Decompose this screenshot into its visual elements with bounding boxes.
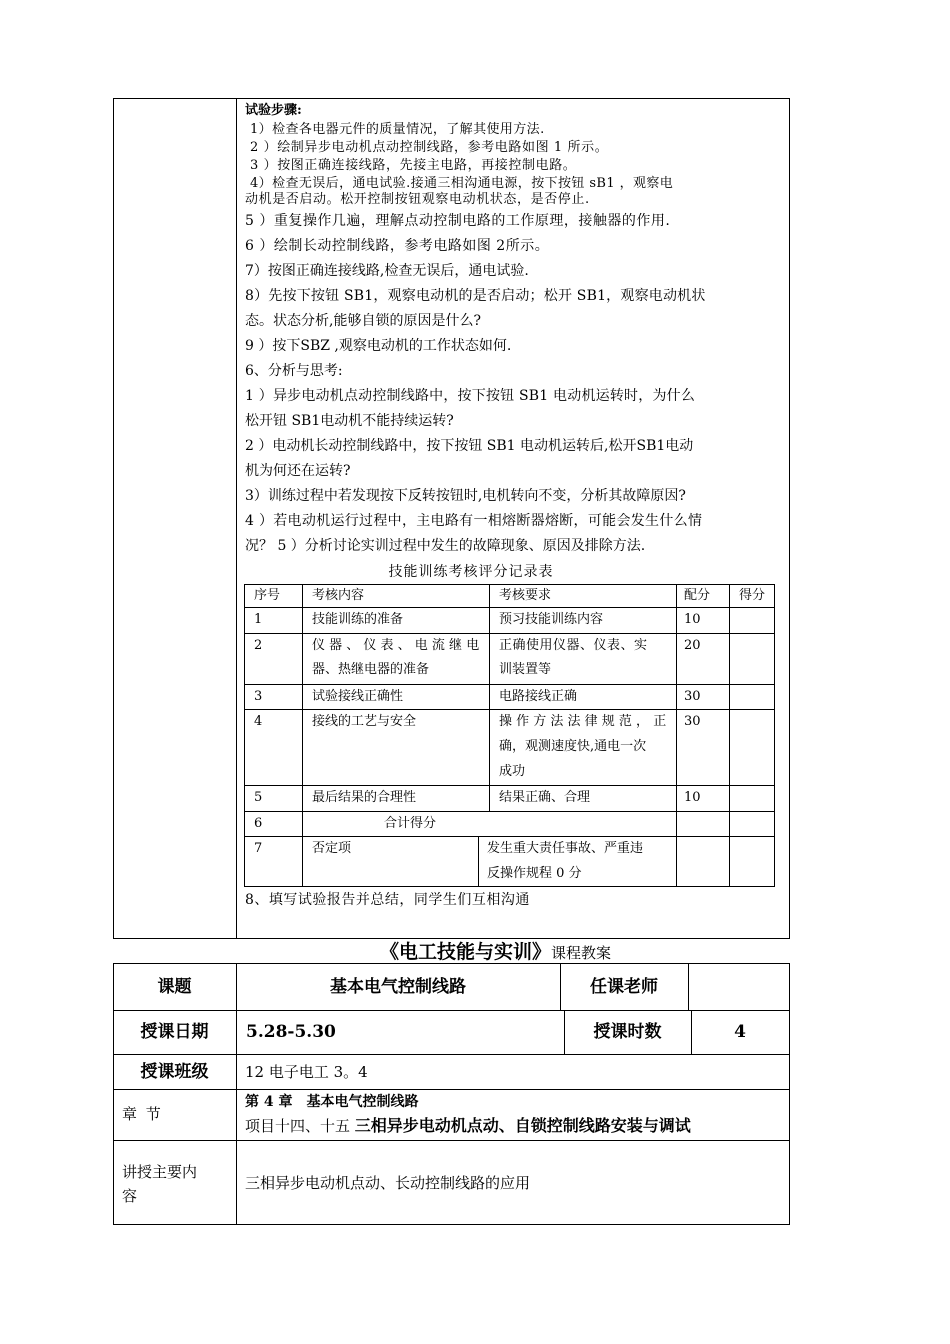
lp-date-value: 5.28-5.30 bbox=[246, 1022, 336, 1042]
top-block-border-divider bbox=[236, 98, 237, 939]
step-line: 4）检查无误后，通电试验.接通三相沟通电源，按下按钮 sB1 ，观察电 bbox=[250, 176, 674, 191]
lp-chapter-line2-prefix: 项目十四、十五 bbox=[245, 1117, 355, 1135]
lesson-plan-title-main: 《电工技能与实训》 bbox=[380, 941, 552, 963]
step-line: 6 ）绘制长动控制线路，参考电路如图 2所示。 bbox=[245, 238, 550, 254]
lp-chapter-line2-bold: 三相异步电动机点动、自锁控制线路安装与调试 bbox=[354, 1116, 691, 1135]
lp-border-right bbox=[789, 963, 790, 1225]
lp-border-left bbox=[113, 963, 114, 1225]
score-row-req: 预习技能训练内容 bbox=[499, 612, 604, 627]
step-line: 2 ）电动机长动控制线路中，按下按钮 SB1 电动机运转后,松开SB1电动 bbox=[245, 438, 694, 454]
score-row-no: 4 bbox=[254, 714, 263, 729]
score-row-content: 否定项 bbox=[312, 841, 352, 856]
score-row-content: 接线的工艺与安全 bbox=[312, 714, 417, 729]
score-row-req: 电路接线正确 bbox=[499, 689, 578, 704]
lp-date-label: 授课日期 bbox=[140, 1022, 209, 1042]
score-header-content: 考核内容 bbox=[312, 588, 365, 603]
score-row-no: 3 bbox=[254, 689, 263, 704]
step-line: 3）训练过程中若发现按下反转按钮时,电机转向不变，分析其故障原因? bbox=[245, 488, 686, 504]
score-row-no: 5 bbox=[254, 790, 263, 805]
score-row-content: 仪 器 、 仪 表 、 电 流 继 电 bbox=[312, 638, 480, 653]
closing-line: 8、填写试验报告并总结，同学生们互相沟通 bbox=[245, 892, 530, 908]
score-row-no: 7 bbox=[254, 841, 263, 856]
steps-heading: 试验步骤: bbox=[245, 103, 302, 118]
score-row-content: 最后结果的合理性 bbox=[312, 790, 417, 805]
score-table-right bbox=[774, 584, 775, 887]
lp-border-bottom bbox=[113, 1224, 790, 1225]
step-line: 况？ 5 ）分析讨论实训过程中发生的故障现象、原因及排除方法. bbox=[245, 538, 646, 554]
score-header-req: 考核要求 bbox=[499, 588, 552, 603]
lp-row-line bbox=[113, 1089, 790, 1090]
lp-content-value: 三相异步电动机点动、长动控制线路的应用 bbox=[245, 1174, 531, 1192]
lp-hours-label: 授课时数 bbox=[593, 1022, 662, 1042]
lesson-plan-title-suffix: 课程教案 bbox=[551, 944, 612, 962]
score-row-req: 发生重大责任事故、严重违 bbox=[487, 841, 644, 856]
lp-class-value: 12 电子电工 3。4 bbox=[245, 1063, 368, 1081]
step-line: 松开钮 SB1电动机不能持续运转? bbox=[245, 413, 454, 429]
score-col-line bbox=[478, 836, 479, 887]
step-line: 9 ）按下SBZ ,观察电动机的工作状态如何. bbox=[245, 338, 512, 354]
lp-row-line bbox=[113, 1054, 790, 1055]
score-row-req: 成功 bbox=[499, 764, 526, 779]
score-table-title: 技能训练考核评分记录表 bbox=[388, 564, 554, 580]
score-col-line bbox=[302, 584, 303, 887]
score-row-no: 1 bbox=[254, 612, 263, 627]
step-line: 动机是否启动。松开控制按钮观察电动机状态，是否停止. bbox=[245, 192, 590, 207]
score-header-no: 序号 bbox=[254, 588, 281, 603]
step-line: 机为何还在运转? bbox=[245, 463, 351, 479]
step-line: 5 ）重复操作几遍，理解点动控制电路的工作原理，接触器的作用. bbox=[245, 213, 671, 229]
score-row-req: 结果正确、合理 bbox=[499, 790, 591, 805]
step-line: 1 ）异步电动机点动控制线路中，按下按钮 SB1 电动机运转时，为什么 bbox=[245, 388, 696, 404]
score-row-score: 30 bbox=[684, 714, 701, 729]
score-col-line bbox=[729, 584, 730, 887]
lp-content-label-cont: 容 bbox=[122, 1187, 138, 1205]
step-line: 4 ）若电动机运行过程中，主电路有一相熔断器熔断，可能会发生什么情 bbox=[245, 513, 703, 529]
score-row-score: 20 bbox=[684, 638, 701, 653]
step-line: 7）按图正确连接线路,检查无误后，通电试验. bbox=[245, 263, 529, 279]
lp-teacher-label: 任课老师 bbox=[590, 977, 658, 997]
score-col-line bbox=[489, 584, 490, 811]
top-block-border-left bbox=[113, 98, 114, 939]
score-header-score: 配分 bbox=[684, 588, 711, 603]
score-row-no: 6 bbox=[254, 816, 263, 831]
score-row-content: 器、热继电器的准备 bbox=[312, 662, 430, 677]
lp-col-line bbox=[688, 963, 689, 1011]
step-line: 态。状态分析,能够自锁的原因是什么? bbox=[245, 313, 481, 329]
score-table-left bbox=[244, 584, 245, 887]
score-row-req: 操 作 方 法 法 律 规 范 ， 正 bbox=[499, 714, 667, 729]
score-row-content: 技能训练的准备 bbox=[312, 612, 404, 627]
score-header-got: 得分 bbox=[739, 588, 766, 603]
score-table-bottom bbox=[244, 886, 775, 887]
lp-chapter-line2 bbox=[245, 1115, 691, 1137]
lp-chapter-line1: 第 4 章 基本电气控制线路 bbox=[245, 1094, 419, 1110]
step-line: 1）检查各电器元件的质量情况，了解其使用方法. bbox=[250, 122, 545, 137]
score-row-no: 2 bbox=[254, 638, 263, 653]
score-total-label: 合计得分 bbox=[384, 816, 437, 831]
step-line: 8）先按下按钮 SB1，观察电动机的是否启动；松开 SB1，观察电动机状 bbox=[245, 288, 706, 304]
lp-content-label: 讲授主要内 bbox=[122, 1163, 198, 1181]
score-row-content: 试验接线正确性 bbox=[312, 689, 404, 704]
score-row-req: 训装置等 bbox=[499, 662, 552, 677]
lp-class-label: 授课班级 bbox=[140, 1062, 209, 1082]
score-row-req: 正确使用仪器、仪表、实 bbox=[499, 638, 648, 653]
score-row-req: 确，观测速度快,通电一次 bbox=[499, 739, 647, 754]
score-col-line bbox=[676, 584, 677, 887]
lp-hours-value: 4 bbox=[734, 1022, 746, 1042]
lp-subject-value: 基本电气控制线路 bbox=[330, 977, 466, 997]
score-row-score: 30 bbox=[684, 689, 701, 704]
step-line: 3 ）按图正确连接线路，先接主电路，再接控制电路。 bbox=[250, 158, 577, 173]
score-row-score: 10 bbox=[684, 790, 701, 805]
top-block-border-bottom bbox=[113, 938, 790, 939]
step-line: 6、分析与思考: bbox=[245, 363, 343, 379]
lp-row-line bbox=[113, 1140, 790, 1141]
top-block-border-top bbox=[113, 98, 790, 99]
score-row-line bbox=[244, 811, 775, 812]
score-row-score: 10 bbox=[684, 612, 701, 627]
lp-label-divider bbox=[236, 963, 237, 1225]
lp-chapter-label: 章 节 bbox=[122, 1105, 163, 1123]
lesson-plan-title bbox=[380, 940, 611, 965]
score-row-req: 反操作规程 0 分 bbox=[487, 866, 582, 881]
lp-subject-label: 课题 bbox=[157, 977, 192, 997]
step-line: 2 ）绘制异步电动机点动控制线路，参考电路如图 1 所示。 bbox=[250, 140, 609, 155]
top-block-border-right bbox=[789, 98, 790, 939]
